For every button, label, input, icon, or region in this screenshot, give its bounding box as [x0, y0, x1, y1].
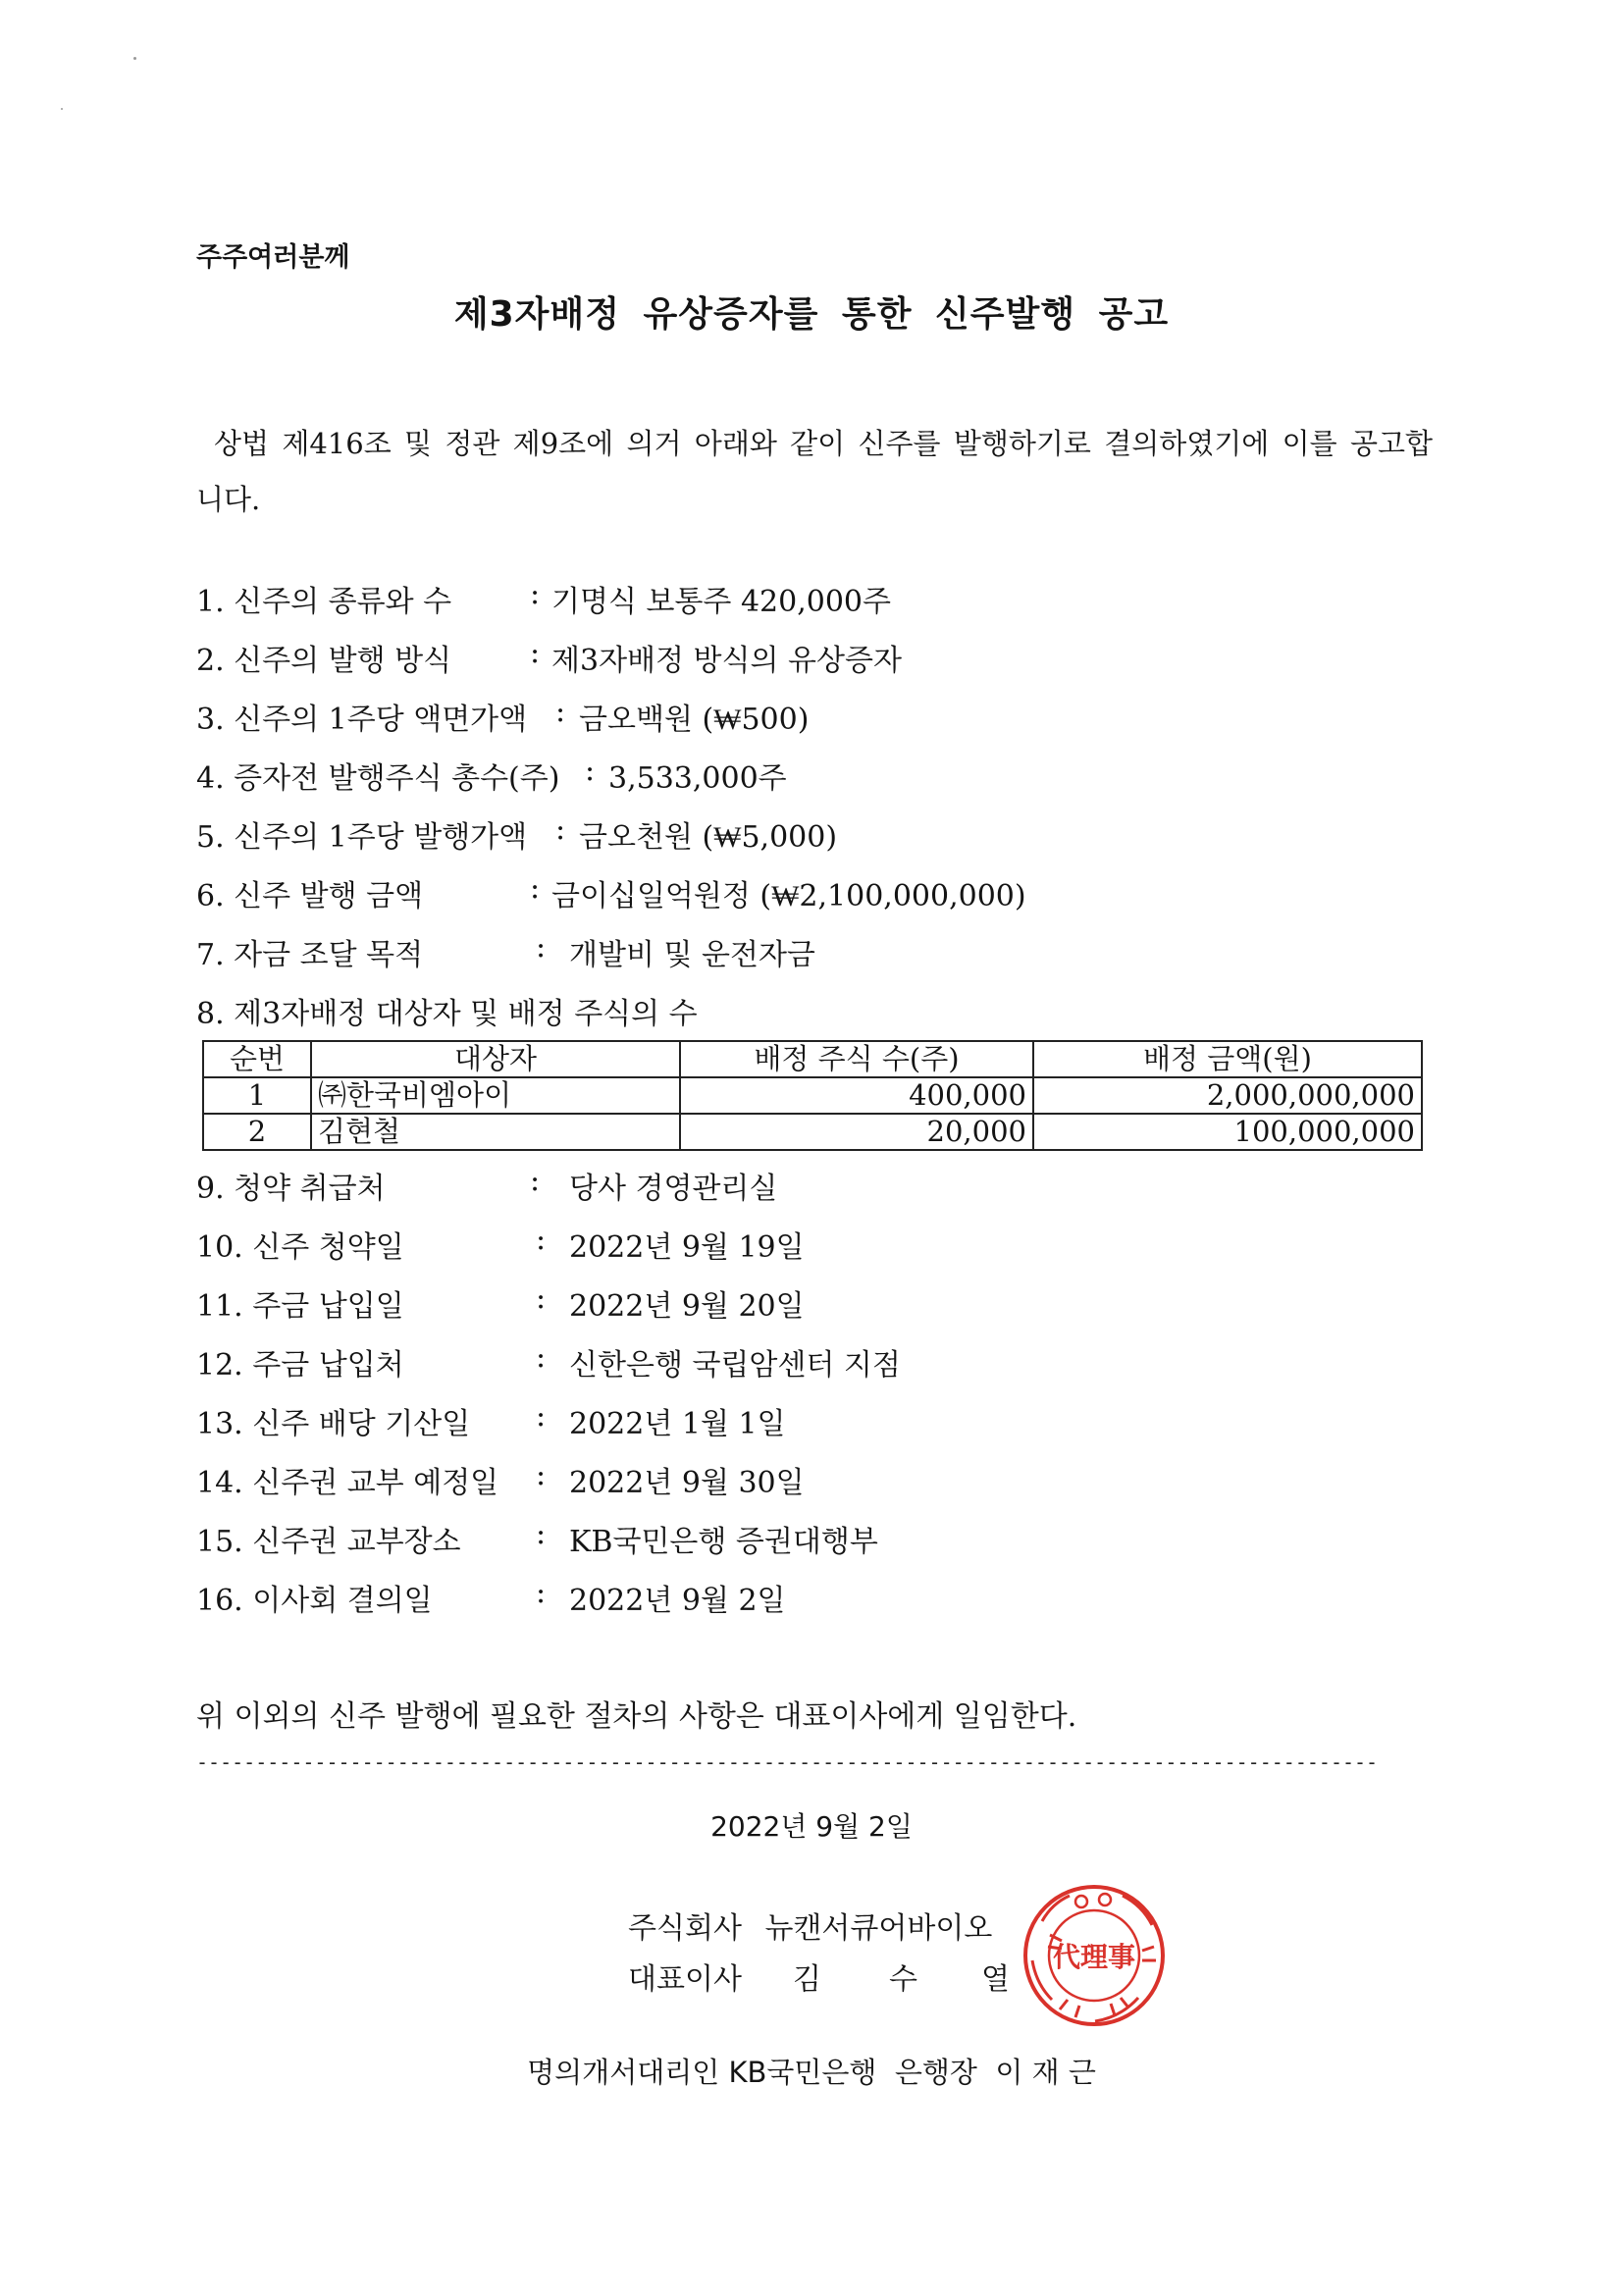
ceo-name-char: 열 [981, 1962, 1010, 1997]
item-colon: : [536, 1340, 547, 1375]
list-item [196, 1399, 786, 1442]
item-label: 7. 자금 조달 목적 [196, 938, 424, 972]
item-label: 12. 주금 납입처 [196, 1348, 404, 1383]
list-item [196, 989, 698, 1032]
notice-date: 2022년 9월 2일 [710, 1810, 913, 1843]
list-item [196, 1576, 786, 1619]
item-value: 신한은행 국립암센터 지점 [569, 1348, 901, 1383]
table-cell: 100,000,000 [1033, 1114, 1422, 1150]
item-colon: : [536, 1576, 547, 1610]
item-label: 4. 증자전 발행주식 총수(주) [196, 761, 560, 796]
list-item [196, 695, 810, 738]
item-label: 13. 신주 배당 기산일 [196, 1407, 471, 1441]
table-row [203, 1114, 1422, 1150]
closing-statement: 위 이외의 신주 발행에 필요한 절차의 사항은 대표이사에게 일임한다. [196, 1699, 1077, 1734]
item-colon: : [585, 754, 596, 788]
item-label: 5. 신주의 1주당 발행가액 [196, 820, 528, 855]
item-value: 2022년 1월 1일 [569, 1407, 786, 1441]
list-item [196, 754, 787, 797]
scan-speck [133, 57, 136, 60]
table-row [203, 1077, 1422, 1114]
item-colon: : [536, 1399, 547, 1434]
company-name: 주식회사 뉴캔서큐어바이오 [628, 1911, 993, 1946]
list-item [196, 636, 902, 679]
item-label: 1. 신주의 종류와 수 [196, 585, 452, 619]
item-label: 11. 주금 납입일 [196, 1289, 404, 1324]
company-seal-stamp [1021, 1882, 1168, 2029]
table-cell: 2,000,000,000 [1033, 1077, 1422, 1114]
item-value: 제3자배정 방식의 유상증자 [551, 644, 902, 678]
item-value: KB국민은행 증권대행부 [569, 1525, 878, 1559]
item-label: 9. 청약 취급처 [196, 1172, 386, 1206]
dashed-separator: ---------------------------------------------------------------------------------------------------- [196, 1750, 1379, 1774]
registrar: 명의개서대리인 KB국민은행 은행장 이 재 근 [527, 2056, 1096, 2089]
table-cell: 20,000 [680, 1114, 1033, 1150]
ceo-name-char: 김 [793, 1962, 821, 1997]
item-colon: : [536, 1281, 547, 1316]
list-item [196, 930, 815, 973]
item-colon: : [536, 1458, 547, 1492]
list-item [196, 1458, 805, 1501]
list-item [196, 577, 891, 620]
list-item [196, 1281, 805, 1325]
column-header: 배정 금액(원) [1033, 1041, 1422, 1077]
item-label: 14. 신주권 교부 예정일 [196, 1466, 499, 1500]
item-colon: : [536, 1517, 547, 1551]
table-cell: 김현철 [311, 1114, 680, 1150]
item-label: 3. 신주의 1주당 액면가액 [196, 703, 528, 737]
item-label: 2. 신주의 발행 방식 [196, 644, 452, 678]
item-value: 3,533,000주 [608, 761, 787, 796]
table-cell: 2 [203, 1114, 311, 1150]
allocation-table [202, 1040, 1423, 1151]
item-label: 6. 신주 발행 금액 [196, 879, 424, 913]
item-value: 2022년 9월 19일 [569, 1230, 805, 1265]
list-item [196, 1164, 778, 1207]
ceo-name-char: 수 [889, 1962, 917, 1997]
item-colon: : [530, 636, 541, 670]
scan-speck [61, 108, 63, 110]
item-value: 2022년 9월 20일 [569, 1289, 805, 1324]
list-item [196, 1517, 878, 1560]
item-value: 금이십일억원정 (₩2,100,000,000) [551, 879, 1026, 913]
item-colon: : [555, 695, 566, 729]
list-item [196, 871, 1026, 914]
list-item [196, 812, 838, 856]
item-label: 8. 제3자배정 대상자 및 배정 주식의 수 [196, 997, 698, 1031]
item-colon: : [530, 1164, 541, 1198]
table-cell: ㈜한국비엠아이 [311, 1077, 680, 1114]
column-header: 순번 [203, 1041, 311, 1077]
page-title: 제3자배정 유상증자를 통한 신주발행 공고 [453, 294, 1170, 335]
list-item [196, 1340, 901, 1383]
item-label: 15. 신주권 교부장소 [196, 1525, 461, 1559]
item-label: 10. 신주 청약일 [196, 1230, 404, 1265]
item-colon: : [530, 577, 541, 611]
item-value: 개발비 및 운전자금 [569, 938, 815, 972]
column-header: 대상자 [311, 1041, 680, 1077]
intro-paragraph: 상법 제416조 및 정관 제9조에 의거 아래와 같이 신주를 발행하기로 결의하였기에 이를 공고합니다. [196, 427, 1433, 516]
item-colon: : [555, 812, 566, 847]
item-value: 2022년 9월 30일 [569, 1466, 805, 1500]
table-cell: 1 [203, 1077, 311, 1114]
item-colon: : [536, 1223, 547, 1257]
seal-text: 代理事 [1052, 1941, 1136, 1973]
item-colon: : [530, 871, 541, 906]
item-value: 2022년 9월 2일 [569, 1584, 786, 1618]
item-value: 금오백원 (₩500) [579, 703, 810, 737]
ceo-title: 대표이사 [628, 1962, 742, 1997]
item-colon: : [536, 930, 547, 965]
table-header-row [203, 1041, 1422, 1077]
item-value: 당사 경영관리실 [569, 1172, 778, 1206]
item-value: 기명식 보통주 420,000주 [551, 585, 891, 619]
table-cell: 400,000 [680, 1077, 1033, 1114]
salutation: 주주여러분께 [196, 242, 350, 273]
item-label: 16. 이사회 결의일 [196, 1584, 433, 1618]
column-header: 배정 주식 수(주) [680, 1041, 1033, 1077]
list-item [196, 1223, 805, 1266]
item-value: 금오천원 (₩5,000) [579, 820, 838, 855]
